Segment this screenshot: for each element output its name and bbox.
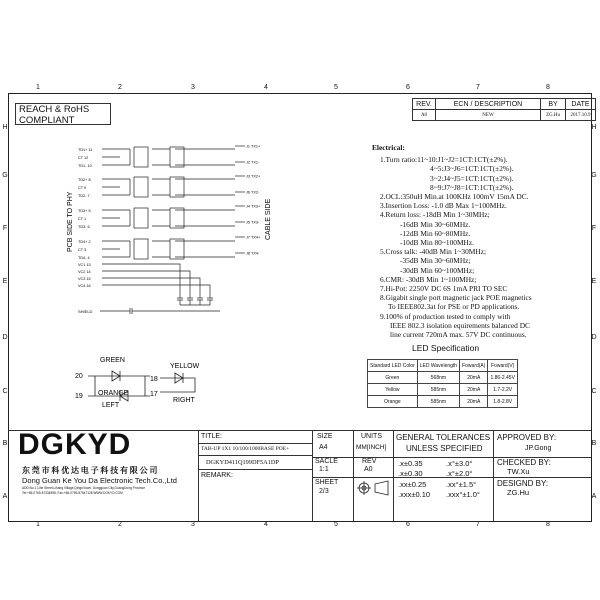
- zone-letter: F: [2, 225, 8, 232]
- pin-20: 20: [75, 373, 83, 380]
- checked-value: TW.Xu: [507, 467, 530, 476]
- left-pin-label: CT 1: [78, 217, 87, 221]
- led-cell: 20mA: [460, 396, 488, 408]
- design-label: DESIGND BY:: [497, 479, 549, 488]
- electrical-line: -12dB Min 60~80MHz.: [400, 228, 471, 238]
- led-cell: 20mA: [460, 372, 488, 384]
- led-header-fa: Foward(A): [460, 360, 488, 372]
- zone-number: 7: [476, 521, 480, 528]
- left-pin-label: VC2 14: [78, 270, 91, 274]
- tolerance-value: .x°±3.0°: [446, 459, 473, 468]
- zone-number: 5: [334, 84, 338, 91]
- left-pin-label: TD1- 10: [78, 164, 92, 168]
- sheet-label: SHEET: [315, 479, 339, 486]
- rev-value: A0: [413, 110, 436, 121]
- led-header-color: Standard LED Color: [368, 360, 418, 372]
- rev-block-value: A0: [364, 466, 373, 473]
- pcb-side-label: PCB SIDE TO PHY: [67, 191, 74, 252]
- left-pin-label: TD3+ 5: [78, 209, 91, 213]
- electrical-line: 3~2:J4~J5=1CT:1CT(±2%).: [430, 173, 514, 183]
- sheet-value: 2/3: [319, 488, 329, 495]
- right-pin-label: J7 TX4+: [246, 235, 261, 240]
- electrical-line: 3.Insertion Loss: -1.0 dB Max 1~100MHz.: [380, 201, 507, 211]
- tolerance-value: .xxx°±1.0°: [446, 490, 480, 499]
- led-spec-table: [367, 359, 518, 408]
- zone-letter: D: [591, 334, 597, 341]
- zone-number: 3: [191, 84, 195, 91]
- company-name-cn: 东莞市科优达电子科技有限公司: [22, 466, 160, 475]
- electrical-line: -35dB Min 30~60MHz;: [400, 256, 471, 266]
- led-right-label: RIGHT: [173, 397, 195, 404]
- zone-letter: E: [591, 278, 597, 285]
- part-number: DGKYD411Q199DF5A1DP: [206, 459, 279, 466]
- electrical-line: 5.Cross talk: -40dB Min 1~30MHz;: [380, 247, 487, 257]
- electrical-line: 8.Gigabit single port magnetic jack POE magnetics: [380, 293, 532, 303]
- electrical-line: IEEE 802.3 isolation equirements balanced DC: [390, 320, 530, 330]
- zone-letter: G: [591, 172, 597, 179]
- zone-letter: B: [591, 440, 597, 447]
- led-left-label: LEFT: [102, 402, 120, 409]
- electrical-line: -30dB Min 60~100MHz;: [400, 265, 475, 275]
- left-pin-label: TD4- 4: [78, 256, 90, 260]
- title-value: TAB-UP 1X1 10/100/1000BASE POE+: [201, 446, 290, 452]
- electrical-line: 8~9:J7~J8=1CT:1CT(±2%).: [430, 182, 514, 192]
- shield-label: SHIELD: [78, 309, 93, 314]
- pin-19: 19: [75, 393, 83, 400]
- zone-letter: H: [591, 124, 597, 131]
- led-cell: 20mA: [460, 384, 488, 396]
- led-cell: 585nm: [417, 396, 459, 408]
- by-header: BY: [541, 99, 566, 110]
- left-pin-label: TD3- 6: [78, 225, 90, 229]
- title-label: TITLE:: [201, 433, 223, 440]
- electrical-line: 4~5:J3~J6=1CT:1CT(±2%).: [430, 164, 514, 174]
- right-pin-label: J5 TX3-: [246, 220, 260, 225]
- company-logo: DGKYD: [18, 428, 132, 461]
- led-cell: 568nm: [417, 372, 459, 384]
- projection-symbol: [356, 480, 391, 496]
- ecn-value: NEW: [436, 110, 541, 121]
- electrical-title: Electrical:: [372, 143, 405, 152]
- led-yellow-label: YELLOW: [170, 363, 200, 370]
- left-pin-label: TD4+ 2: [78, 240, 91, 244]
- zone-number: 8: [546, 84, 550, 91]
- electrical-line: 2.OCL:350uH Min.at 100KHz 100mV 15mA DC.: [380, 192, 529, 202]
- right-pin-label: J2 TX1-: [246, 160, 260, 165]
- company-name-en: Dong Guan Ke You Da Electronic Tech.Co.,Ltd: [22, 476, 177, 485]
- left-pin-label: TD2- 7: [78, 194, 90, 198]
- right-pin-label: J4 TX3+: [246, 204, 261, 209]
- scale-label: SACLE: [315, 458, 338, 465]
- design-value: ZG.Hu: [507, 488, 530, 497]
- tolerance-value: .x°±2.0°: [446, 469, 473, 478]
- right-pin-label: J1 TX1+: [246, 144, 261, 149]
- date-value: 2017.10.9: [566, 110, 596, 121]
- size-value: A4: [319, 444, 328, 451]
- led-orange-label: ORANGE: [98, 390, 129, 397]
- company-address: ADD:No.1 Lihe Street,Lihang Village,Qingxi town, Dongguan City,GuangDong Province: [22, 486, 146, 490]
- led-header-fv: Foward(V): [488, 360, 517, 372]
- scale-value: 1:1: [319, 466, 329, 473]
- zone-letter: E: [2, 278, 8, 285]
- led-cell: 585nm: [417, 384, 459, 396]
- zone-letter: A: [2, 493, 8, 500]
- right-pin-label: J8 TX4-: [246, 251, 260, 256]
- tolerance-value: .x±0.35: [398, 459, 423, 468]
- pin-17: 17: [150, 391, 158, 398]
- zone-letter: B: [2, 440, 8, 447]
- zone-letter: D: [2, 334, 8, 341]
- revision-table: [412, 98, 596, 121]
- left-pin-label: CT 9: [78, 186, 87, 190]
- zone-number: 2: [118, 84, 122, 91]
- electrical-line: line current 720mA max. 57V DC continuous.: [390, 330, 527, 340]
- tolerance-value: .x±0.30: [398, 469, 423, 478]
- zone-letter: F: [591, 225, 597, 232]
- schematic: [60, 140, 360, 410]
- remark-label: REMARK:: [201, 472, 233, 479]
- approved-value: JP.Gong: [525, 445, 552, 452]
- zone-number: 4: [264, 84, 268, 91]
- zone-number: 6: [406, 521, 410, 528]
- cable-side-label: CABLE SIDE: [265, 198, 272, 240]
- led-cell: Orange: [368, 396, 418, 408]
- left-pin-label: TD2+ 8: [78, 178, 91, 182]
- company-contact: Tel:+86-0769-87334898, Fax:+86-0769-87647128 WWW.DGKYD.COM: [22, 491, 123, 495]
- left-pin-label: VC4 16: [78, 284, 91, 288]
- left-pin-label: CT 3: [78, 248, 87, 252]
- date-header: DATE: [566, 99, 596, 110]
- led-cell: 1.8-2.8V: [488, 396, 517, 408]
- electrical-line: -10dB Min 80~100MHz.: [400, 238, 475, 248]
- electrical-line: 4.Return loss: -18dB Min 1~30MHz;: [380, 210, 490, 220]
- electrical-line: 9.100% of production tested to comply with: [380, 311, 511, 321]
- led-cell: Yellow: [368, 384, 418, 396]
- zone-number: 8: [546, 521, 550, 528]
- rev-label: REV: [362, 458, 377, 465]
- rev-header: REV.: [413, 99, 436, 110]
- electrical-spec: [372, 143, 577, 339]
- units-value: MM[INCH]: [356, 444, 387, 451]
- electrical-line: 6.CMR: -30dB Min 1~100MHz;: [380, 274, 477, 284]
- left-pin-label: CT 12: [78, 156, 89, 160]
- left-pin-label: VC1 13: [78, 263, 91, 267]
- left-pin-label: TD1+ 11: [78, 148, 93, 152]
- led-right-symbol: [160, 373, 195, 392]
- led-cell: Green: [368, 372, 418, 384]
- zone-number: 1: [36, 521, 40, 528]
- led-cell: 1.7-2.2V: [488, 384, 517, 396]
- electrical-line: 1.Turn ratio:11~10:J1~J2=1CT:1CT(±2%).: [380, 155, 508, 165]
- compliance-box: [15, 103, 111, 125]
- zone-letter: H: [2, 124, 8, 131]
- by-value: ZG.Hu: [541, 110, 566, 121]
- zone-number: 6: [406, 84, 410, 91]
- tolerance-value: .xxx±0.10: [398, 490, 431, 499]
- zone-number: 5: [334, 521, 338, 528]
- electrical-line: 7.Hi-Pot: 2250V DC 6S 1mA PRI TO SEC: [380, 284, 508, 294]
- zone-letter: C: [591, 388, 597, 395]
- tolerance-value: .xx±0.25: [398, 480, 427, 489]
- led-header-wave: LED Wavelength: [417, 360, 459, 372]
- zone-letter: G: [2, 172, 8, 179]
- led-cell: 1.86-2.45V: [488, 372, 517, 384]
- ecn-header: ECN / DESCRIPTION: [436, 99, 541, 110]
- tol-sub: UNLESS SPECIFIED: [406, 444, 483, 453]
- pin-18: 18: [150, 376, 158, 383]
- zone-number: 4: [264, 521, 268, 528]
- tolerance-value: .xx°±1.5°: [446, 480, 477, 489]
- left-pin-label: VC3 15: [78, 277, 91, 281]
- zone-number: 1: [36, 84, 40, 91]
- units-label: UNITS: [361, 433, 382, 440]
- compliance-line-1: REACH & RoHS: [19, 104, 90, 115]
- led-spec-title: LED Specification: [412, 343, 480, 353]
- zone-letter: C: [2, 388, 8, 395]
- zone-number: 2: [118, 521, 122, 528]
- compliance-line-2: COMPLIANT: [19, 115, 75, 126]
- zone-letter: A: [591, 493, 597, 500]
- checked-label: CHECKED BY:: [497, 458, 551, 467]
- electrical-line: -16dB Min 30~60MHz.: [400, 219, 471, 229]
- right-pin-label: J3 TX2+: [246, 174, 261, 179]
- led-green-label: GREEN: [100, 357, 125, 364]
- zone-number: 7: [476, 84, 480, 91]
- approved-label: APPROVED BY:: [497, 433, 557, 442]
- tol-title: GENERAL TOLERANCES: [396, 433, 491, 442]
- size-label: SIZE: [317, 433, 333, 440]
- electrical-line: To IEEE802.3at for PSE or PD applications.: [388, 302, 520, 312]
- right-pin-label: J6 TX2-: [246, 190, 260, 195]
- zone-number: 3: [191, 521, 195, 528]
